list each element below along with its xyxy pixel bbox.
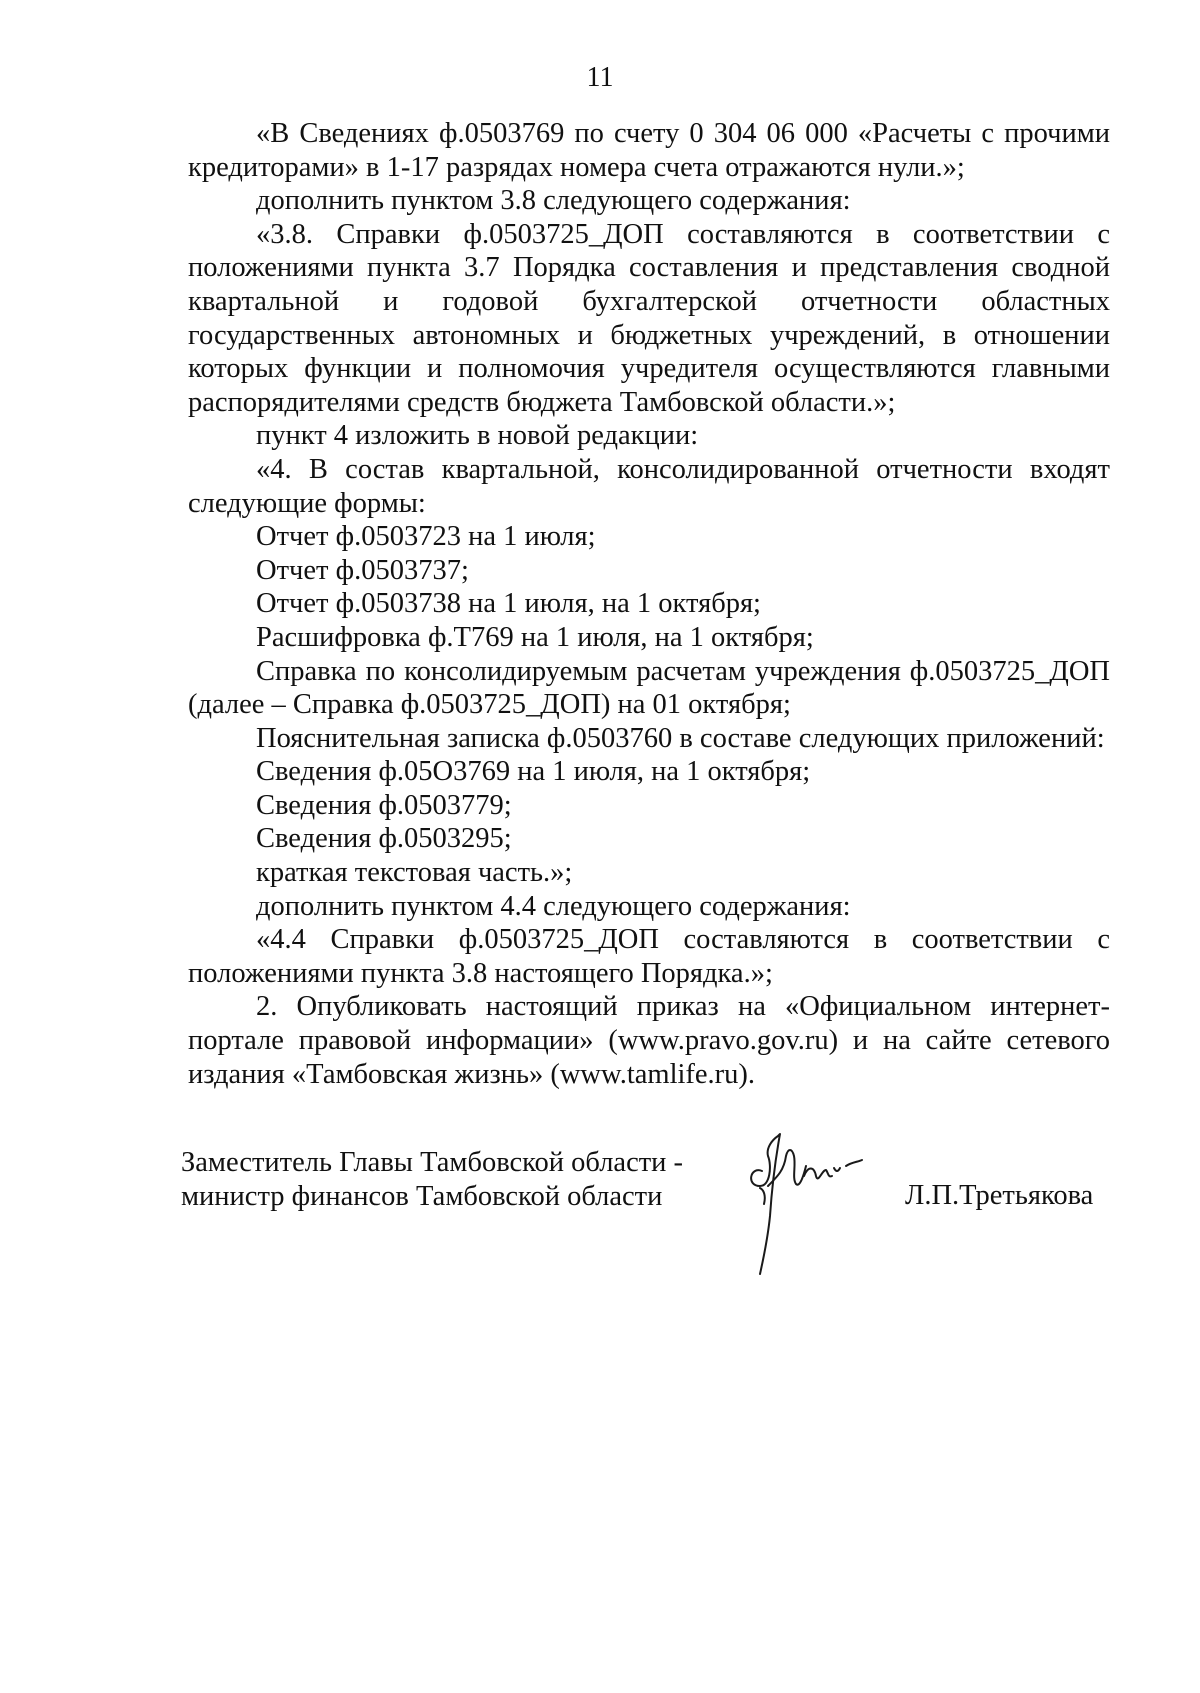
list-item: краткая текстовая часть.»;	[256, 857, 573, 889]
list-item: Сведения ф.05О3769 на 1 июля, на 1 октября;	[256, 756, 811, 788]
handwritten-signature	[742, 1126, 872, 1276]
paragraph: «В Сведениях ф.0503769 по счету 0 304 06 000 «Расчеты с прочими кредиторами» в 1-17 разрядах номера счета отражаются нули.»;	[188, 118, 1110, 183]
list-item: Отчет ф.0503738 на 1 июля, на 1 октября;	[256, 588, 761, 620]
list-item: Расшифровка ф.Т769 на 1 июля, на 1 октября;	[256, 621, 814, 653]
document-body	[188, 117, 1110, 1091]
position-line: Заместитель Главы Тамбовской области -	[181, 1147, 684, 1178]
paragraph: 2. Опубликовать настоящий приказ на «Официальном интернет-портале правовой информации» (www.pravo.gov.ru) и на сайте сетевого издания «Тамбовская жизнь» (www.tamlife.ru).	[188, 991, 1110, 1090]
paragraph: дополнить пунктом 4.4 следующего содержания:	[256, 890, 851, 922]
paragraph: «3.8. Справки ф.0503725_ДОП составляются в соответствии с положениями пункта 3.7 Порядка составления и представления сводной квартальной и годовой бухгалтерской отчетности областных государственных автономных и бюджетных учреждений, в отношении которых функции и полномочия учредителя осуществляются главными распорядителями средств бюджета Тамбовской области.»;	[188, 218, 1110, 418]
list-item: Отчет ф.0503723 на 1 июля;	[256, 521, 596, 553]
page-number: 11	[586, 62, 614, 93]
paragraph: «4. В состав квартальной, консолидированной отчетности входят следующие формы:	[188, 453, 1110, 519]
signer-name: Л.П.Третьякова	[905, 1180, 1094, 1211]
paragraph: «4.4 Справки ф.0503725_ДОП составляются в соответствии с положениями пункта 3.8 настоящего Порядка.»;	[188, 924, 1110, 989]
list-item: Отчет ф.0503737;	[256, 554, 469, 586]
list-item: Сведения ф.0503295;	[256, 823, 512, 855]
signatory-position	[181, 1146, 683, 1214]
paragraph: дополнить пунктом 3.8 следующего содержания:	[256, 185, 851, 217]
list-item: Сведения ф.0503779;	[256, 789, 512, 821]
list-item: Пояснительная записка ф.0503760 в составе следующих приложений:	[256, 722, 1105, 754]
list-item: Справка по консолидируемым расчетам учреждения ф.0503725_ДОП (далее – Справка ф.0503725_ДОП) на 01 октября;	[188, 655, 1110, 721]
position-line: министр финансов Тамбовской области	[181, 1181, 663, 1212]
paragraph: пункт 4 изложить в новой редакции:	[256, 420, 699, 452]
